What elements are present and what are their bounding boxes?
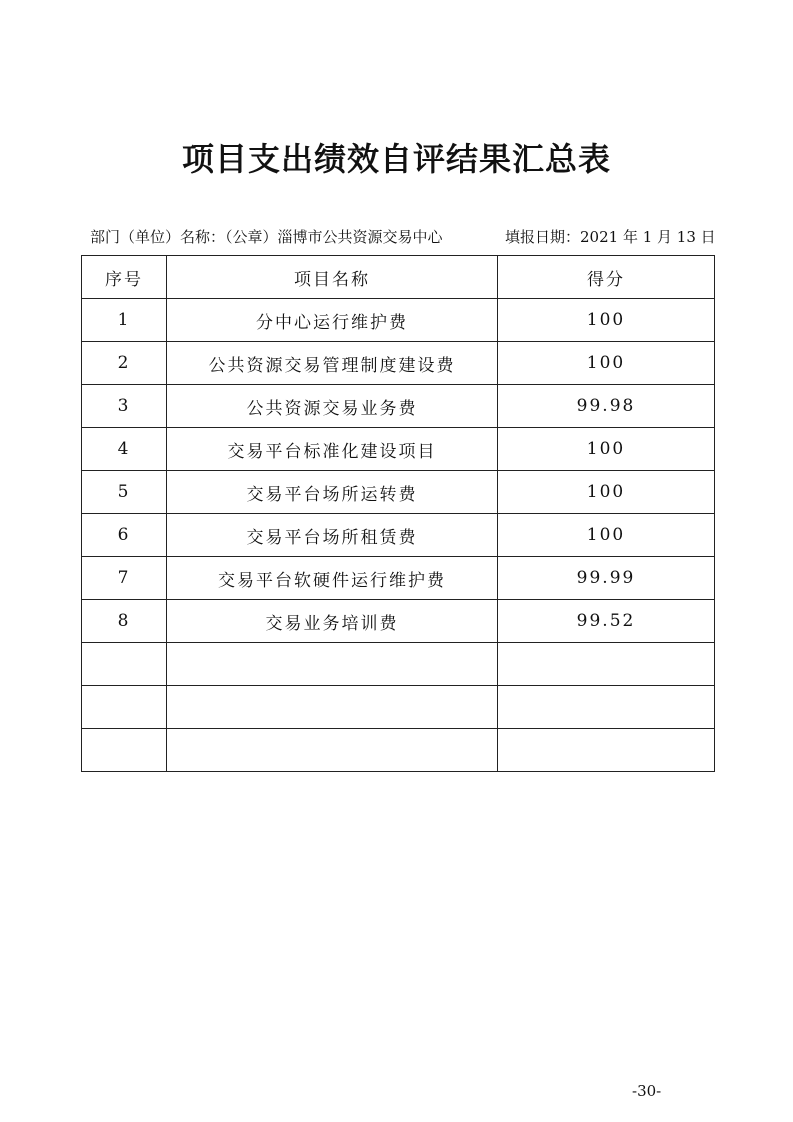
cell-score: 99.99	[498, 557, 715, 600]
cell-name: 交易平台软硬件运行维护费	[167, 557, 498, 600]
cell-score: 100	[498, 428, 715, 471]
cell-seq: 8	[82, 600, 167, 643]
cell-score	[498, 686, 715, 729]
cell-name	[167, 729, 498, 772]
page-number: -30-	[632, 1082, 662, 1100]
cell-name: 交易业务培训费	[167, 600, 498, 643]
table-row	[82, 514, 715, 557]
table-row	[82, 385, 715, 428]
cell-name: 交易平台标准化建设项目	[167, 428, 498, 471]
header-row	[82, 256, 715, 299]
cell-score: 100	[498, 342, 715, 385]
cell-seq: 1	[82, 299, 167, 342]
cell-score: 100	[498, 299, 715, 342]
cell-seq: 6	[82, 514, 167, 557]
header-seq: 序号	[82, 256, 167, 299]
table-row-empty	[82, 729, 715, 772]
cell-seq	[82, 643, 167, 686]
table-row	[82, 342, 715, 385]
table-row-empty	[82, 686, 715, 729]
cell-seq	[82, 686, 167, 729]
table-row	[82, 600, 715, 643]
cell-seq	[82, 729, 167, 772]
cell-name: 公共资源交易业务费	[167, 385, 498, 428]
cell-name: 交易平台场所租赁费	[167, 514, 498, 557]
table-row	[82, 557, 715, 600]
header-name: 项目名称	[167, 256, 498, 299]
cell-score: 99.52	[498, 600, 715, 643]
cell-score: 100	[498, 471, 715, 514]
header-score: 得分	[498, 256, 715, 299]
cell-name: 交易平台场所运转费	[167, 471, 498, 514]
cell-score	[498, 729, 715, 772]
department-label: 部门（单位）名称：（公章）淄博市公共资源交易中心	[90, 228, 443, 246]
fill-date-label: 填报日期：2021 年 1 月 13 日	[505, 228, 716, 246]
cell-seq: 2	[82, 342, 167, 385]
cell-name: 公共资源交易管理制度建设费	[167, 342, 498, 385]
cell-name	[167, 686, 498, 729]
cell-seq: 3	[82, 385, 167, 428]
cell-seq: 5	[82, 471, 167, 514]
cell-score: 100	[498, 514, 715, 557]
cell-score: 99.98	[498, 385, 715, 428]
table-row	[82, 471, 715, 514]
page-title: 项目支出绩效自评结果汇总表	[181, 140, 611, 178]
cell-seq: 4	[82, 428, 167, 471]
table-row	[82, 428, 715, 471]
summary-table	[81, 255, 715, 772]
table-row-empty	[82, 643, 715, 686]
cell-name	[167, 643, 498, 686]
cell-score	[498, 643, 715, 686]
table-row	[82, 299, 715, 342]
cell-name: 分中心运行维护费	[167, 299, 498, 342]
cell-seq: 7	[82, 557, 167, 600]
